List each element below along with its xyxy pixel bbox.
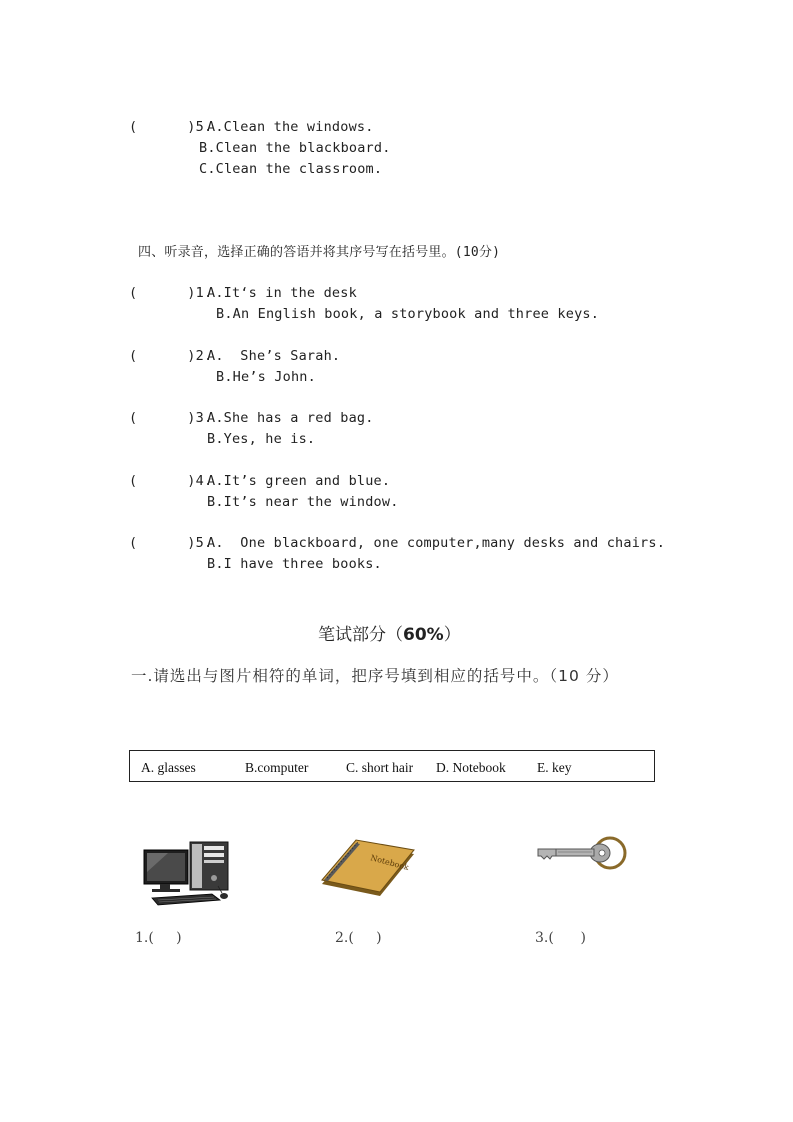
s4-q1-option-b: B.An English book, a storybook and three keys.: [216, 306, 600, 322]
written-title-close: ）: [443, 625, 461, 645]
option-c: C. short hair: [346, 760, 414, 775]
s4-q5-option-a: A. One blackboard, one computer,many desks and chairs.: [207, 535, 666, 551]
notebook-cover-text: Notebook: [369, 853, 410, 873]
section-1-heading: 一.请选出与图片相符的单词，把序号填到相应的括号中。（10 分）: [131, 667, 619, 685]
section-4-heading: 四、听录音，选择正确的答语并将其序号写在括号里。(10分): [138, 245, 501, 260]
option-a: A. glasses: [141, 760, 196, 775]
written-title-text: 笔试部分（: [318, 625, 403, 645]
q5-option-c: C.Clean the classroom.: [199, 161, 383, 177]
s4-q1-option-a: A.It‘s in the desk: [207, 285, 357, 301]
s4-q1-number: ( )1.: [129, 285, 213, 301]
computer-icon: [138, 838, 232, 910]
q5-option-b: B.Clean the blackboard.: [199, 140, 391, 156]
q5-number: ( )5.: [129, 119, 213, 135]
s4-q2-number: ( )2.: [129, 348, 213, 364]
picture-3-label: 3.( ): [535, 930, 586, 946]
key-icon: [534, 834, 630, 872]
s4-q5-number: ( )5.: [129, 535, 213, 551]
picture-2-label: 2.( ): [335, 930, 382, 946]
picture-1-label: 1.( ): [135, 930, 182, 946]
notebook-icon: [318, 838, 418, 900]
s4-q5-option-b: B.I have three books.: [207, 556, 382, 572]
s4-q3-option-a: A.She has a red bag.: [207, 410, 374, 426]
s4-q4-option-b: B.It’s near the window.: [207, 494, 399, 510]
s4-q3-number: ( )3.: [129, 410, 213, 426]
written-title-percent: 60%: [403, 625, 444, 645]
option-b: B.computer: [245, 760, 309, 775]
word-options-box: [129, 750, 655, 782]
option-d: D. Notebook: [436, 760, 506, 775]
q5-option-a: A.Clean the windows.: [207, 119, 374, 135]
option-e: E. key: [537, 760, 572, 775]
s4-q4-option-a: A.It’s green and blue.: [207, 473, 391, 489]
s4-q2-option-b: B.He’s John.: [216, 369, 316, 385]
written-section-title: [318, 627, 461, 644]
s4-q4-number: ( )4.: [129, 473, 213, 489]
s4-q2-option-a: A. She’s Sarah.: [207, 348, 341, 364]
s4-q3-option-b: B.Yes, he is.: [207, 431, 316, 447]
